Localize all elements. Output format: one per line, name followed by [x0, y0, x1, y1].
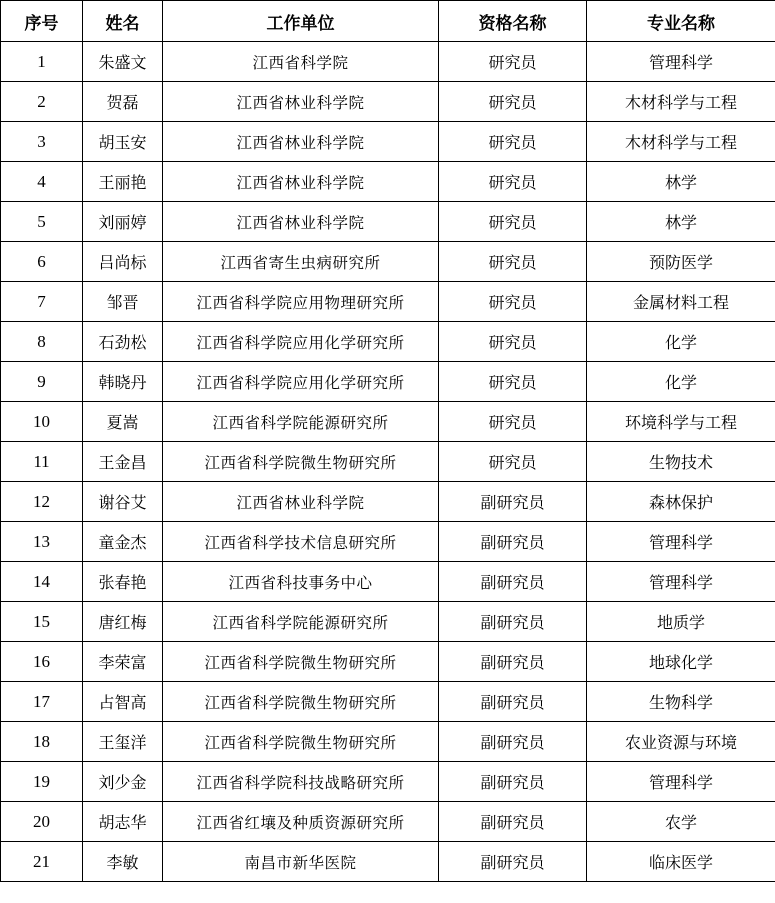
cell-name: 贺磊 [83, 82, 163, 122]
table-row [1, 442, 775, 482]
cell-major: 地球化学 [587, 642, 775, 682]
table-row [1, 802, 775, 842]
header-unit: 工作单位 [163, 1, 439, 42]
table-row [1, 122, 775, 162]
cell-title: 副研究员 [439, 602, 587, 642]
cell-unit: 江西省科学院微生物研究所 [163, 722, 439, 762]
cell-seq: 7 [1, 282, 83, 322]
cell-major: 管理科学 [587, 762, 775, 802]
table-row [1, 402, 775, 442]
cell-name: 朱盛文 [83, 42, 163, 82]
cell-seq: 13 [1, 522, 83, 562]
cell-title: 研究员 [439, 162, 587, 202]
table-row [1, 362, 775, 402]
table-row [1, 762, 775, 802]
cell-name: 刘丽婷 [83, 202, 163, 242]
table-row [1, 282, 775, 322]
cell-name: 王金昌 [83, 442, 163, 482]
cell-major: 预防医学 [587, 242, 775, 282]
table-row [1, 642, 775, 682]
header-major: 专业名称 [587, 1, 775, 42]
cell-seq: 2 [1, 82, 83, 122]
cell-name: 张春艳 [83, 562, 163, 602]
table-row [1, 82, 775, 122]
cell-major: 生物技术 [587, 442, 775, 482]
cell-major: 环境科学与工程 [587, 402, 775, 442]
header-title: 资格名称 [439, 1, 587, 42]
header-name: 姓名 [83, 1, 163, 42]
cell-unit: 江西省科学院微生物研究所 [163, 682, 439, 722]
cell-title: 研究员 [439, 402, 587, 442]
cell-major: 农学 [587, 802, 775, 842]
cell-name: 谢谷艾 [83, 482, 163, 522]
cell-unit: 江西省科学院应用化学研究所 [163, 322, 439, 362]
cell-major: 管理科学 [587, 562, 775, 602]
cell-seq: 19 [1, 762, 83, 802]
cell-unit: 江西省科学院科技战略研究所 [163, 762, 439, 802]
cell-title: 副研究员 [439, 682, 587, 722]
cell-name: 王丽艳 [83, 162, 163, 202]
cell-unit: 江西省科学院微生物研究所 [163, 642, 439, 682]
cell-unit: 江西省寄生虫病研究所 [163, 242, 439, 282]
cell-seq: 21 [1, 842, 83, 882]
cell-name: 胡玉安 [83, 122, 163, 162]
cell-major: 临床医学 [587, 842, 775, 882]
cell-name: 李敏 [83, 842, 163, 882]
cell-seq: 16 [1, 642, 83, 682]
table-row [1, 202, 775, 242]
cell-major: 生物科学 [587, 682, 775, 722]
table-row [1, 722, 775, 762]
cell-seq: 4 [1, 162, 83, 202]
cell-unit: 江西省科技事务中心 [163, 562, 439, 602]
cell-major: 森林保护 [587, 482, 775, 522]
table-row [1, 322, 775, 362]
cell-name: 韩晓丹 [83, 362, 163, 402]
cell-title: 副研究员 [439, 482, 587, 522]
cell-unit: 江西省林业科学院 [163, 482, 439, 522]
cell-seq: 14 [1, 562, 83, 602]
cell-major: 林学 [587, 162, 775, 202]
cell-unit: 江西省科学技术信息研究所 [163, 522, 439, 562]
cell-name: 占智高 [83, 682, 163, 722]
cell-seq: 10 [1, 402, 83, 442]
cell-seq: 9 [1, 362, 83, 402]
cell-seq: 17 [1, 682, 83, 722]
cell-title: 研究员 [439, 282, 587, 322]
cell-title: 副研究员 [439, 562, 587, 602]
cell-seq: 18 [1, 722, 83, 762]
cell-title: 研究员 [439, 202, 587, 242]
cell-title: 副研究员 [439, 802, 587, 842]
table-row [1, 42, 775, 82]
cell-unit: 江西省科学院能源研究所 [163, 402, 439, 442]
cell-name: 夏嵩 [83, 402, 163, 442]
cell-title: 副研究员 [439, 522, 587, 562]
cell-seq: 8 [1, 322, 83, 362]
cell-name: 李荣富 [83, 642, 163, 682]
cell-name: 石劲松 [83, 322, 163, 362]
table-row [1, 482, 775, 522]
cell-seq: 15 [1, 602, 83, 642]
cell-name: 唐红梅 [83, 602, 163, 642]
table-row [1, 562, 775, 602]
cell-title: 研究员 [439, 122, 587, 162]
cell-major: 管理科学 [587, 42, 775, 82]
table-row [1, 242, 775, 282]
cell-unit: 江西省林业科学院 [163, 122, 439, 162]
cell-unit: 江西省科学院应用物理研究所 [163, 282, 439, 322]
cell-major: 化学 [587, 362, 775, 402]
cell-name: 胡志华 [83, 802, 163, 842]
cell-major: 林学 [587, 202, 775, 242]
cell-name: 刘少金 [83, 762, 163, 802]
cell-major: 金属材料工程 [587, 282, 775, 322]
cell-title: 研究员 [439, 442, 587, 482]
table-row [1, 842, 775, 882]
cell-title: 副研究员 [439, 722, 587, 762]
cell-seq: 11 [1, 442, 83, 482]
cell-title: 副研究员 [439, 842, 587, 882]
cell-major: 木材科学与工程 [587, 122, 775, 162]
cell-unit: 江西省林业科学院 [163, 82, 439, 122]
cell-unit: 江西省科学院能源研究所 [163, 602, 439, 642]
cell-major: 地质学 [587, 602, 775, 642]
cell-seq: 3 [1, 122, 83, 162]
cell-unit: 江西省科学院 [163, 42, 439, 82]
cell-unit: 南昌市新华医院 [163, 842, 439, 882]
cell-seq: 1 [1, 42, 83, 82]
cell-name: 邹晋 [83, 282, 163, 322]
cell-seq: 12 [1, 482, 83, 522]
cell-unit: 江西省科学院微生物研究所 [163, 442, 439, 482]
cell-major: 化学 [587, 322, 775, 362]
cell-major: 农业资源与环境 [587, 722, 775, 762]
cell-unit: 江西省红壤及种质资源研究所 [163, 802, 439, 842]
cell-major: 管理科学 [587, 522, 775, 562]
cell-seq: 20 [1, 802, 83, 842]
table-row [1, 682, 775, 722]
cell-title: 研究员 [439, 82, 587, 122]
cell-unit: 江西省科学院应用化学研究所 [163, 362, 439, 402]
table-body [1, 42, 775, 882]
cell-title: 研究员 [439, 362, 587, 402]
table-row [1, 602, 775, 642]
cell-title: 研究员 [439, 242, 587, 282]
cell-unit: 江西省林业科学院 [163, 162, 439, 202]
cell-title: 研究员 [439, 322, 587, 362]
cell-name: 童金杰 [83, 522, 163, 562]
cell-seq: 6 [1, 242, 83, 282]
cell-name: 王玺洋 [83, 722, 163, 762]
cell-major: 木材科学与工程 [587, 82, 775, 122]
cell-seq: 5 [1, 202, 83, 242]
header-seq: 序号 [1, 1, 83, 42]
cell-unit: 江西省林业科学院 [163, 202, 439, 242]
table-row [1, 162, 775, 202]
cell-title: 副研究员 [439, 642, 587, 682]
header-row [1, 1, 775, 42]
table-row [1, 522, 775, 562]
cell-title: 研究员 [439, 42, 587, 82]
cell-title: 副研究员 [439, 762, 587, 802]
cell-name: 吕尚标 [83, 242, 163, 282]
